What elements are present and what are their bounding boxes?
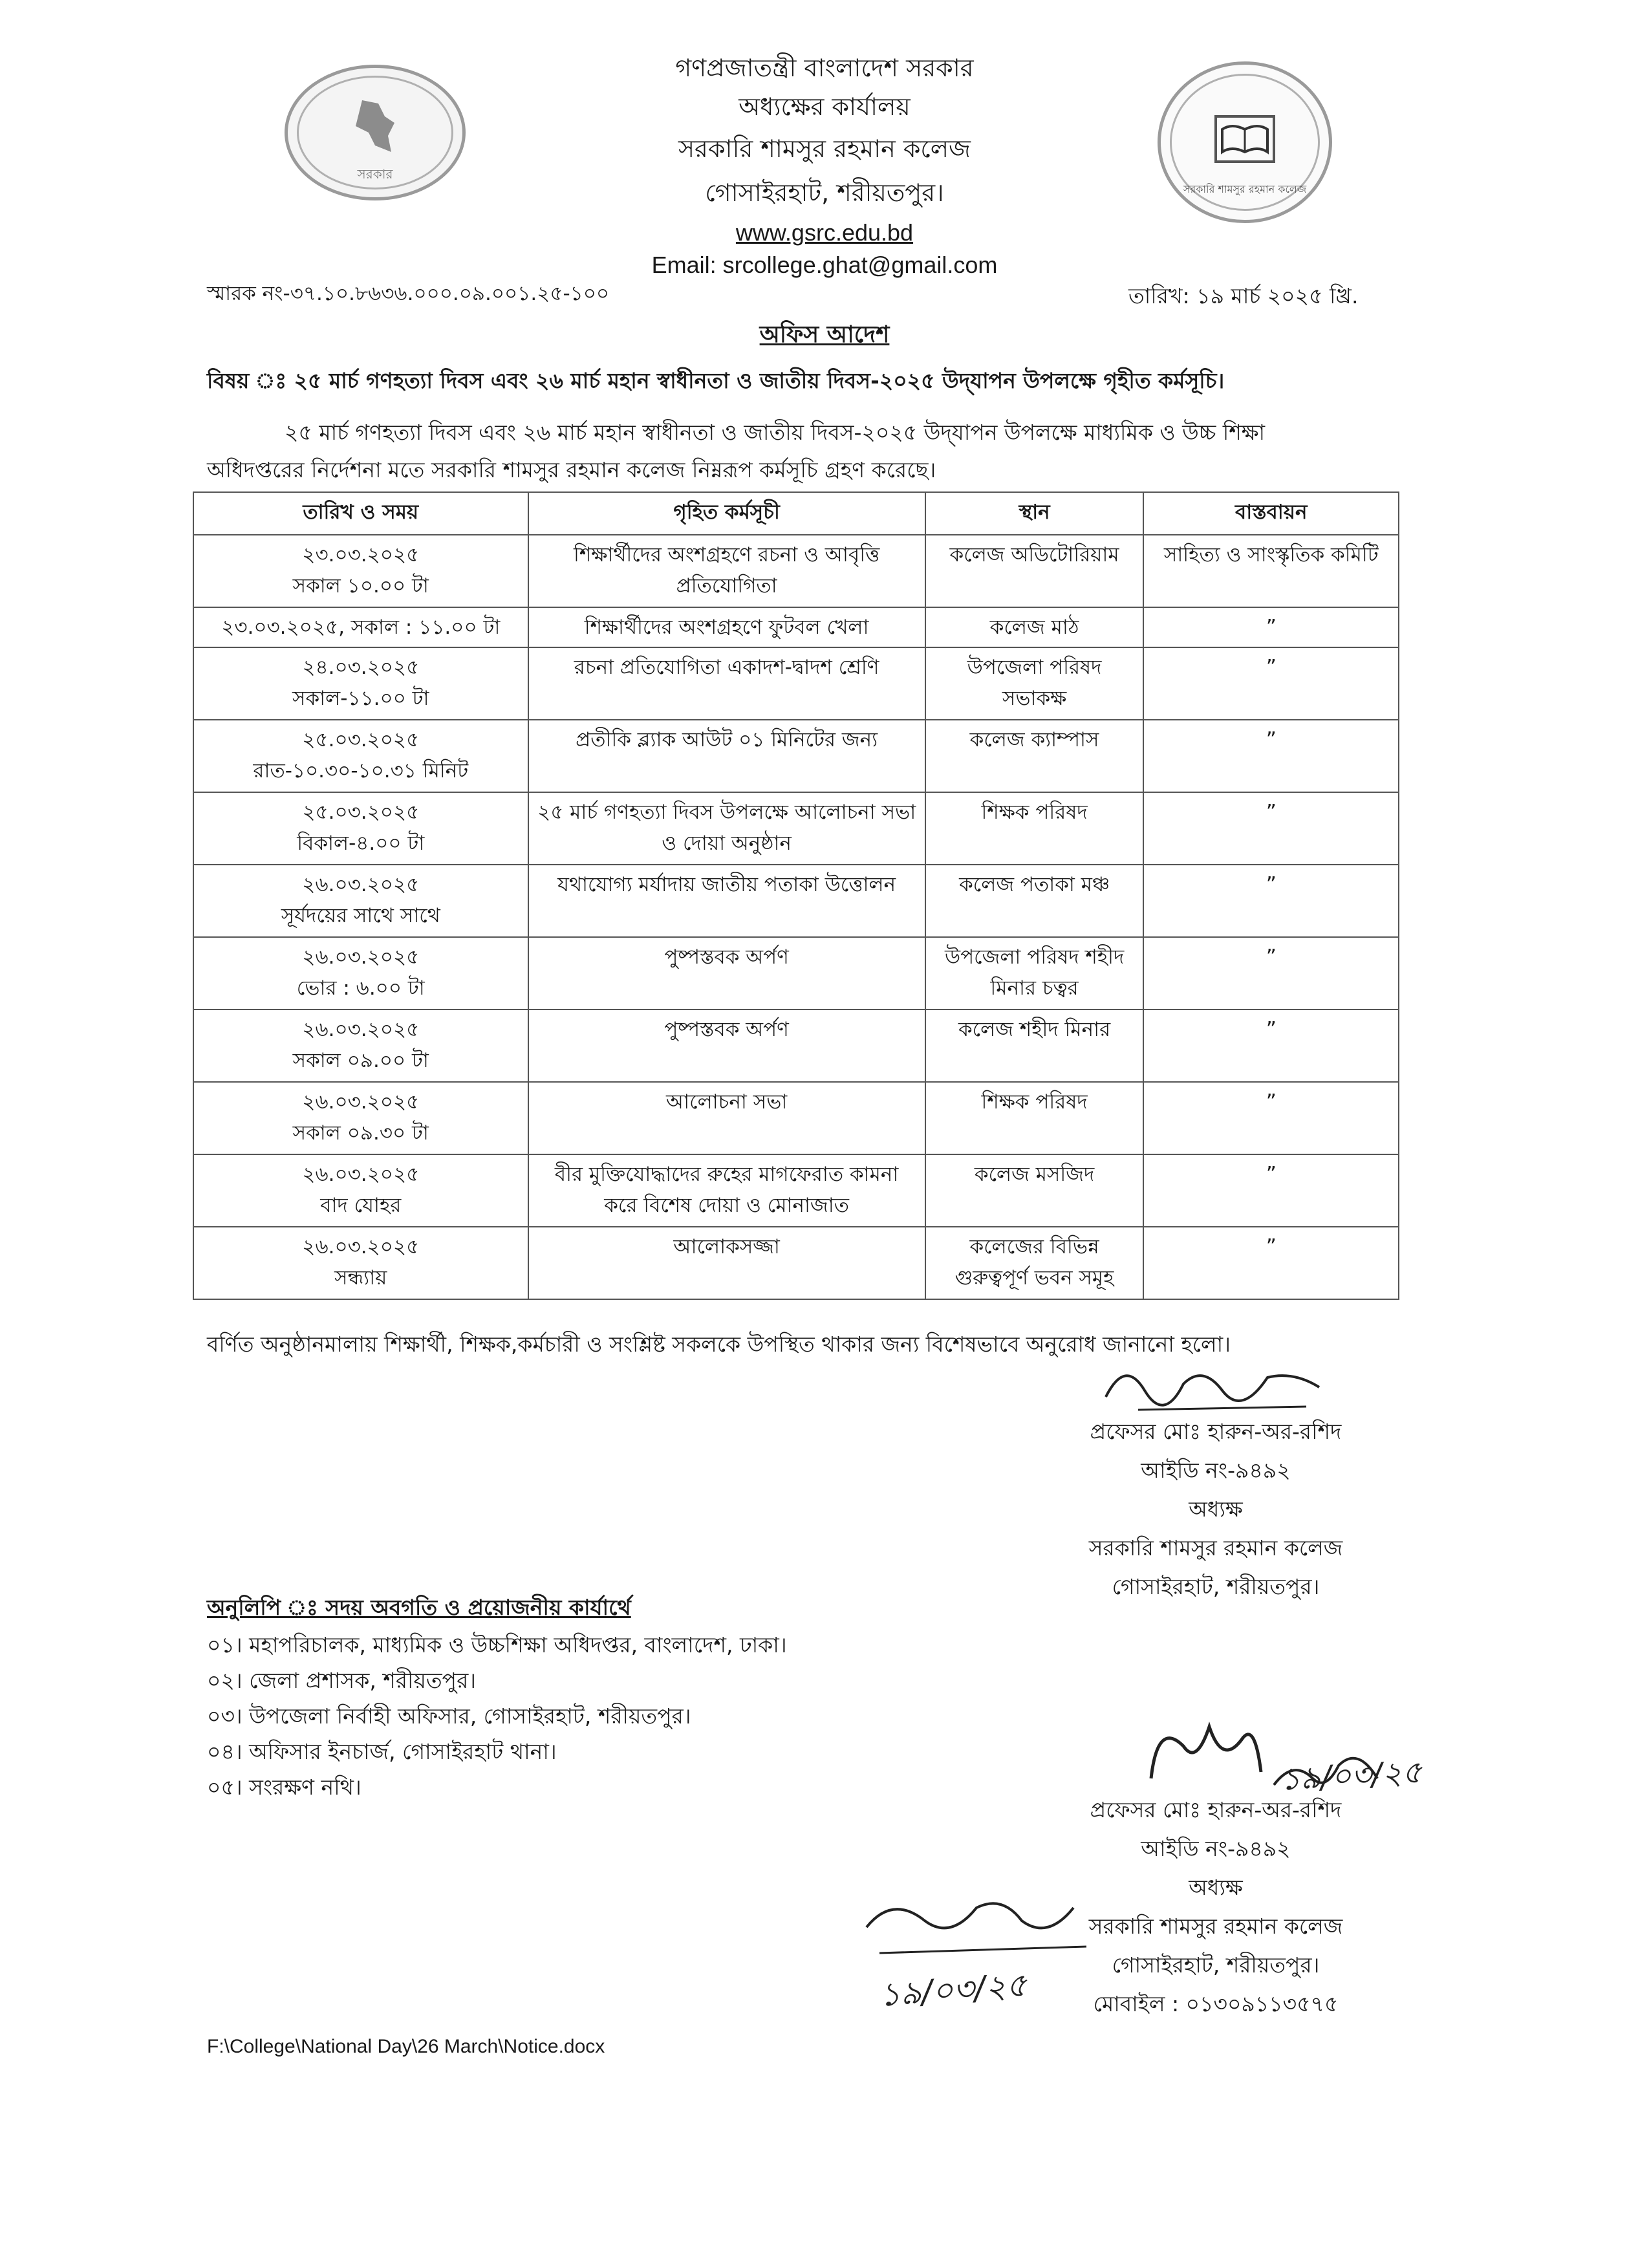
cell-time: সকাল ১০.০০ টা — [292, 574, 429, 598]
cell-program: বীর মুক্তিযোদ্ধাদের রুহের মাগফেরাত কামনা করে বিশেষ দোয়া ও মোনাজাত — [528, 1154, 925, 1227]
subject-line: বিষয় ঃ ২৫ মার্চ গণহত্যা দিবস এবং ২৬ মার্চ মহান স্বাধীনতা ও জাতীয় দিবস-২০২৫ উদ্‌যাপন উপলক্ষে গৃহীত কর্মসূচি। — [207, 368, 1225, 393]
col-header-implementation: বাস্তবায়ন — [1143, 492, 1399, 535]
page-title: অফিস আদেশ — [759, 321, 890, 348]
handwritten-date-2: ১৯/০৩/২৫ — [1279, 1754, 1423, 1798]
cell-date-time — [193, 720, 528, 792]
cell-program: পুষ্পস্তবক অর্পণ — [528, 1010, 925, 1082]
cell-implementation: ” — [1143, 1227, 1399, 1299]
table-row — [193, 865, 1399, 937]
sig1-id: আইডি নং-৯৪৯২ — [1141, 1458, 1291, 1483]
cell-implementation: ” — [1143, 865, 1399, 937]
cell-place: উপজেলা পরিষদ শহীদ মিনার চত্বর — [925, 937, 1144, 1010]
col-header-place: স্থান — [925, 492, 1144, 535]
col-header-program: গৃহিত কর্মসূচী — [528, 492, 925, 535]
govt-heading: গণপ্রজাতন্ত্রী বাংলাদেশ সরকার — [675, 54, 974, 82]
cell-date-time — [193, 792, 528, 865]
table-row — [193, 1154, 1399, 1227]
sig2-name: প্রফেসর মোঃ হারুন-অর-রশিদ — [1090, 1797, 1342, 1822]
cell-date-time — [193, 607, 528, 647]
cell-time: বাদ যোহর — [320, 1194, 402, 1217]
col-header-date: তারিখ ও সময় — [193, 492, 528, 535]
cell-program: শিক্ষার্থীদের অংশগ্রহণে রচনা ও আবৃত্তি প্রতিযোগিতা — [528, 535, 925, 607]
table-row — [193, 535, 1399, 607]
cell-time: সকাল ০৯.৩০ টা — [292, 1121, 429, 1145]
cell-program: আলোকসজ্জা — [528, 1227, 925, 1299]
cell-date: ২৬.০৩.২০২৫ — [302, 1163, 420, 1186]
sig1-name: প্রফেসর মোঃ হারুন-অর-রশিদ — [1090, 1419, 1342, 1444]
cell-place: কলেজ অডিটোরিয়াম — [925, 535, 1144, 607]
cell-date-time — [193, 1154, 528, 1227]
sig2-college: সরকারি শামসুর রহমান কলেজ — [1088, 1914, 1343, 1939]
sig1-college: সরকারি শামসুর রহমান কলেজ — [1088, 1535, 1343, 1561]
table-row — [193, 792, 1399, 865]
college-name: সরকারি শামসুর রহমান কলেজ — [678, 135, 971, 163]
cell-date: ২৪.০৩.২০২৫ — [302, 656, 420, 679]
table-row — [193, 607, 1399, 647]
cell-implementation: ” — [1143, 792, 1399, 865]
cell-implementation: ” — [1143, 937, 1399, 1010]
cell-program: প্রতীকি ব্ল্যাক আউট ০১ মিনিটের জন্য — [528, 720, 925, 792]
cell-time: সকাল-১১.০০ টা — [292, 687, 429, 710]
cell-implementation: ” — [1143, 607, 1399, 647]
table-header-row — [193, 492, 1399, 535]
cell-place: কলেজের বিভিন্ন গুরুত্বপূর্ণ ভবন সমূহ — [925, 1227, 1144, 1299]
seal-caption: সরকার — [357, 166, 393, 182]
cell-implementation: ” — [1143, 1010, 1399, 1082]
copy-item-2: ০২। জেলা প্রশাসক, শরীয়তপুর। — [207, 1668, 477, 1693]
copy-item-1: ০১। মহাপরিচালক, মাধ্যমিক ও উচ্চশিক্ষা অধিদপ্তর, বাংলাদেশ, ঢাকা। — [207, 1632, 787, 1658]
email-link[interactable]: Email: srcollege.ghat@gmail.com — [651, 252, 998, 278]
cell-date: ২৫.০৩.২০২৫ — [302, 801, 420, 824]
cell-program: যথাযোগ্য মর্যাদায় জাতীয় পতাকা উত্তোলন — [528, 865, 925, 937]
cell-program: ২৫ মার্চ গণহত্যা দিবস উপলক্ষে আলোচনা সভা ও দোয়া অনুষ্ঠান — [528, 792, 925, 865]
program-table — [193, 491, 1399, 1300]
intro-line-2: অধিদপ্তরের নির্দেশনা মতে সরকারি শামসুর রহমান কলেজ নিম্নরূপ কর্মসূচি গ্রহণ করেছে। — [207, 457, 936, 482]
cell-date: ২৫.০৩.২০২৫ — [302, 728, 420, 751]
cell-place: শিক্ষক পরিষদ — [925, 792, 1144, 865]
cell-program: আলোচনা সভা — [528, 1082, 925, 1154]
cell-place: শিক্ষক পরিষদ — [925, 1082, 1144, 1154]
table-row — [193, 647, 1399, 720]
cell-time: রাত-১০.৩০-১০.৩১ মিনিট — [253, 759, 469, 783]
cell-program: শিক্ষার্থীদের অংশগ্রহণে ফুটবল খেলা — [528, 607, 925, 647]
cell-date: ২৩.০৩.২০২৫ — [302, 543, 420, 567]
signature-scrawl-1 — [1099, 1352, 1332, 1423]
cell-date: ২৬.০৩.২০২৫ — [302, 873, 420, 896]
table-row — [193, 1227, 1399, 1299]
sig1-designation: অধ্যক্ষ — [1189, 1496, 1243, 1522]
cell-date: ২৬.০৩.২০২৫ — [302, 1235, 420, 1258]
cell-implementation: ” — [1143, 1154, 1399, 1227]
cell-implementation: ” — [1143, 1082, 1399, 1154]
cell-date-time — [193, 1082, 528, 1154]
cell-date: ২৬.০৩.২০২৫ — [302, 945, 420, 969]
table-body — [193, 535, 1399, 1299]
sig2-designation: অধ্যক্ষ — [1189, 1875, 1243, 1900]
cell-place: কলেজ ক্যাম্পাস — [925, 720, 1144, 792]
cell-date-time — [193, 1010, 528, 1082]
cell-place: কলেজ মাঠ — [925, 607, 1144, 647]
cell-program: রচনা প্রতিযোগিতা একাদশ-দ্বাদশ শ্রেণি — [528, 647, 925, 720]
sig1-address: গোসাইরহাট, শরীয়তপুর। — [1112, 1574, 1320, 1599]
cell-place: কলেজ মসজিদ — [925, 1154, 1144, 1227]
table-row — [193, 937, 1399, 1010]
cell-time: বিকাল-৪.০০ টা — [297, 832, 425, 855]
cell-implementation: ” — [1143, 647, 1399, 720]
cell-date-time — [193, 937, 528, 1010]
table-row — [193, 720, 1399, 792]
cell-date-time — [193, 1227, 528, 1299]
copies-heading: অনুলিপি ঃ সদয় অবগতি ও প্রয়োজনীয় কার্যার্থে — [207, 1595, 631, 1620]
cell-date-time — [193, 535, 528, 607]
closing-request: বর্ণিত অনুষ্ঠানমালায় শিক্ষার্থী, শিক্ষক,কর্মচারী ও সংশ্লিষ্ট সকলকে উপস্থিত থাকার জন্য বিশেষভাবে অনুরোধ জানানো হলো। — [207, 1332, 1231, 1357]
cell-date-time — [193, 865, 528, 937]
cell-implementation: সাহিত্য ও সাংস্কৃতিক কমিটি — [1143, 535, 1399, 607]
copy-item-4: ০৪। অফিসার ইনচার্জ, গোসাইরহাট থানা। — [207, 1739, 557, 1764]
cell-program: পুষ্পস্তবক অর্পণ — [528, 937, 925, 1010]
sig2-mobile: মোবাইল : ০১৩০৯১১৩৫৭৫ — [1093, 1991, 1339, 2016]
cell-implementation: ” — [1143, 720, 1399, 792]
cell-place: কলেজ পতাকা মঞ্চ — [925, 865, 1144, 937]
intro-line-1: ২৫ মার্চ গণহত্যা দিবস এবং ২৬ মার্চ মহান স্বাধীনতা ও জাতীয় দিবস-২০২৫ উদ্‌যাপন উপলক্ষে মাধ্যমিক ও উচ্চ শিক্ষা — [285, 420, 1266, 445]
logo-caption: সরকারি শামসুর রহমান কলেজ — [1183, 183, 1307, 195]
copy-item-5: ০৫। সংরক্ষণ নথি। — [207, 1775, 361, 1800]
cell-place: কলেজ শহীদ মিনার — [925, 1010, 1144, 1082]
cell-time: সন্ধ্যায় — [334, 1266, 387, 1290]
file-path: F:\College\National Day\26 March\Notice.docx — [207, 2036, 605, 2057]
table-row — [193, 1010, 1399, 1082]
cell-date-time — [193, 647, 528, 720]
memo-number: স্মারক নং-৩৭.১০.৮৬৩৬.০০০.০৯.০০১.২৫-১০০ — [207, 282, 610, 305]
website-link[interactable]: www.gsrc.edu.bd — [735, 219, 914, 246]
sig2-id: আইডি নং-৯৪৯২ — [1141, 1836, 1291, 1861]
cell-time: ভোর : ৬.০০ টা — [296, 977, 425, 1000]
cell-date: ২৬.০৩.২০২৫ — [302, 1018, 420, 1041]
cell-place: উপজেলা পরিষদ সভাকক্ষ — [925, 647, 1144, 720]
copy-item-3: ০৩। উপজেলা নির্বাহী অফিসার, গোসাইরহাট, শরীয়তপুর। — [207, 1703, 691, 1729]
cell-date: ২৬.০৩.২০২৫ — [302, 1090, 420, 1114]
memo-date: তারিখ: ১৯ মার্চ ২০২৫ খ্রি. — [1128, 283, 1359, 308]
handwritten-date: ১৯/০৩/২৫ — [878, 1966, 1028, 2014]
cell-time: সূর্যদয়ের সাথে সাথে — [281, 904, 440, 927]
table-row — [193, 1082, 1399, 1154]
cell-time: সকাল ০৯.০০ টা — [292, 1049, 429, 1072]
sig2-address: গোসাইরহাট, শরীয়তপুর। — [1112, 1952, 1320, 1978]
office-heading: অধ্যক্ষের কার্যালয় — [738, 92, 911, 121]
college-address: গোসাইরহাট, শরীয়তপুর। — [705, 178, 944, 207]
cell-date: ২৩.০৩.২০২৫, সকাল : ১১.০০ টা — [221, 616, 501, 639]
